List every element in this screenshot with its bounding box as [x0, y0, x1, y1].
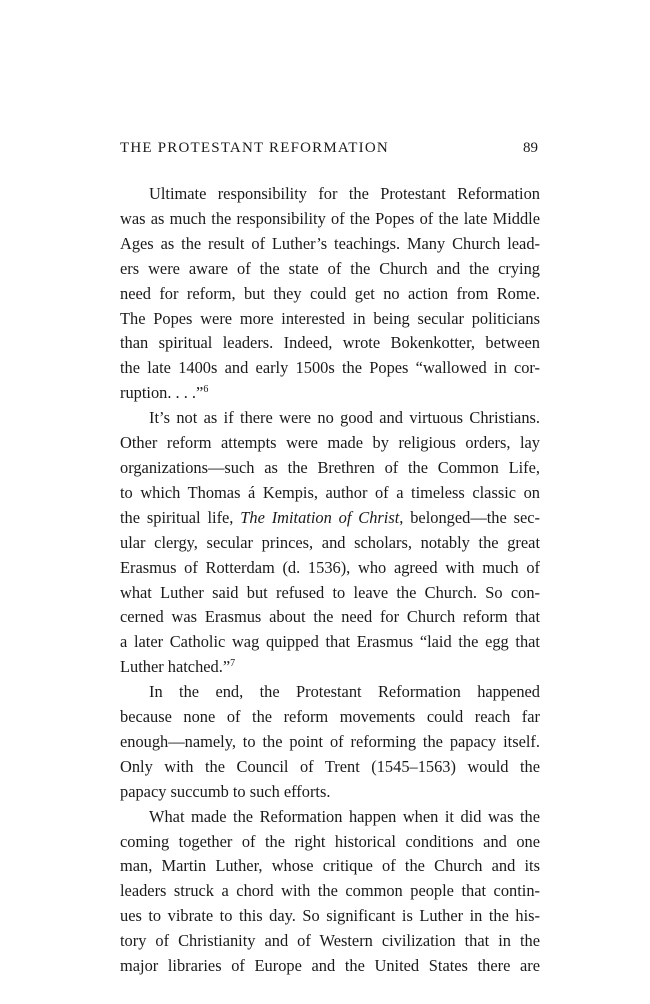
text-line: In the end, the Protestant Reformation happened [149, 682, 540, 702]
text-line: man, Martin Luther, whose critique of the Church and its [120, 856, 540, 876]
book-title: The Imitation of Christ [240, 507, 400, 527]
text-line: because none of the reform movements could reach far [120, 707, 540, 727]
text-line: need for reform, but they could get no action from Rome. [120, 283, 540, 303]
text-line [120, 655, 540, 680]
footnote-marker: 6 [203, 384, 209, 396]
text-line: coming together of the right historical conditions and one [120, 831, 540, 851]
text-line: enough—namely, to the point of reforming the papacy itself. [120, 731, 540, 751]
page-number: 89 [523, 140, 538, 156]
text-line [120, 381, 540, 406]
text-line-content: ruption. . . .” [120, 383, 204, 403]
text-line: ues to vibrate to this day. So significant is Luther in the his- [120, 906, 540, 926]
text-line-content: , belonged—the sec- [399, 507, 540, 527]
text-line: tory of Christianity and of Western civilization that in the [120, 931, 540, 951]
text-line: The Popes were more interested in being secular politicians [120, 308, 540, 328]
text-line: Ultimate responsibility for the Protestant Reformation [149, 184, 540, 203]
text-line: ular clergy, secular princes, and scholars, notably the great [120, 532, 540, 552]
text-line: What made the Reformation happen when it did was the [149, 806, 540, 826]
text-line [120, 506, 540, 531]
chapter-title: THE PROTESTANT REFORMATION [120, 140, 389, 156]
text-line: cerned was Erasmus about the need for Church reform that [120, 607, 540, 627]
text-line: to which Thomas á Kempis, author of a timeless classic on [120, 482, 540, 502]
text-line-content: the spiritual life, [120, 507, 241, 527]
text-line: papacy succumb to such efforts. [120, 781, 331, 801]
text-line: It’s not as if there were no good and virtuous Christians. [149, 408, 540, 428]
text-line: Ages as the result of Luther’s teachings. Many Church lead- [120, 233, 540, 253]
running-head [120, 140, 540, 164]
text-line: than spiritual leaders. Indeed, wrote Bokenkotter, between [120, 333, 540, 353]
footnote-marker: 7 [230, 658, 236, 670]
text-line: a later Catholic wag quipped that Erasmus “laid the egg that [120, 632, 540, 652]
text-line: Other reform attempts were made by religious orders, lay [120, 433, 540, 453]
text-line-content: Luther hatched.” [120, 657, 231, 677]
text-line: was as much the responsibility of the Popes of the late Middle [120, 208, 540, 228]
text-line: Erasmus of Rotterdam (d. 1536), who agreed with much of [120, 557, 540, 577]
text-line: major libraries of Europe and the United States there are [120, 956, 540, 976]
text-line: leaders struck a chord with the common people that contin- [120, 881, 540, 901]
text-line: what Luther said but refused to leave the Church. So con- [120, 582, 540, 602]
text-line: Only with the Council of Trent (1545–1563) would the [120, 756, 540, 776]
body-text [120, 182, 540, 979]
text-line: organizations—such as the Brethren of the Common Life, [120, 457, 540, 477]
text-line: the late 1400s and early 1500s the Popes “wallowed in cor- [120, 358, 540, 378]
book-page [120, 140, 540, 979]
text-line: ers were aware of the state of the Church and the crying [120, 258, 540, 278]
